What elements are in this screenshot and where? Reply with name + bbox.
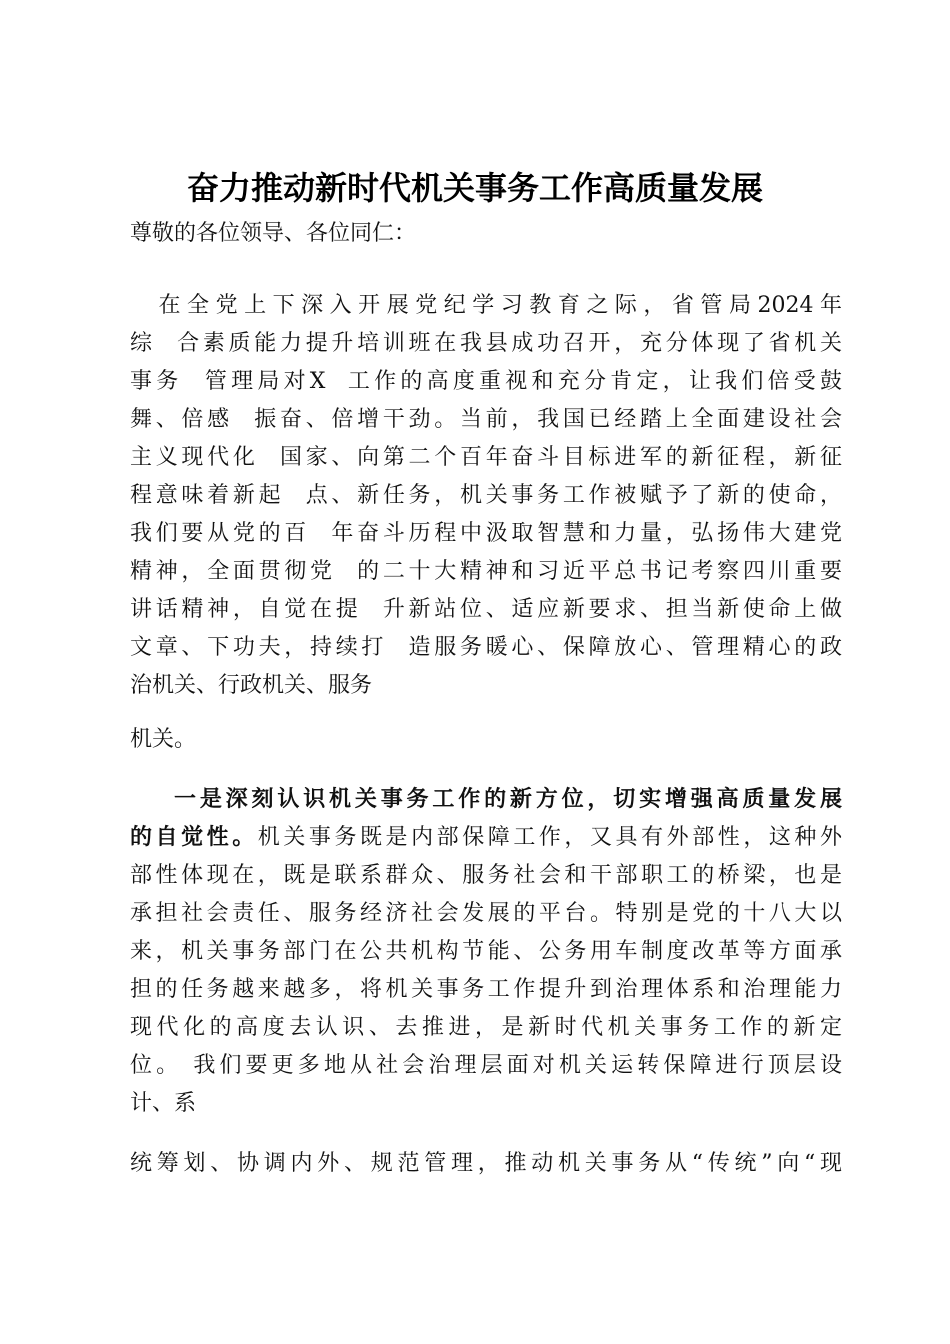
p1-line-1: 在全党上下深入开展党纪学习教育之际，省管局2024年 bbox=[130, 293, 842, 318]
p1-line-4: 舞、倍感 振奋、倍增干劲。当前，我国已经踏上全面建设社会 bbox=[130, 407, 842, 432]
p1-line-5: 主义现代化 国家、向第二个百年奋斗目标进军的新征程，新征 bbox=[130, 445, 842, 470]
p2-line-9: 计、系 bbox=[130, 1091, 197, 1116]
p1-line-7: 我们要从党的百 年奋斗历程中汲取智慧和力量，弘扬伟大建党 bbox=[130, 521, 842, 546]
p1-line-2: 综 合素质能力提升培训班在我县成功召开，充分体现了省机关 bbox=[130, 331, 842, 356]
p1-line-6: 程意味着新起 点、新任务，机关事务工作被赋予了新的使命， bbox=[130, 483, 842, 508]
p2-line-5: 来，机关事务部门在公共机构节能、公务用车制度改革等方面承 bbox=[130, 939, 842, 964]
p1-tail: 机关。 bbox=[130, 727, 197, 752]
p3-line-1: 统筹划、协调内外、规范管理，推动机关事务从“传统”向“现 bbox=[130, 1151, 842, 1176]
p2-heading-line-1: 一是深刻认识机关事务工作的新方位，切实增强高质量发展 bbox=[174, 787, 842, 812]
p2-line-3: 部性体现在，既是联系群众、服务社会和干部职工的桥梁，也是 bbox=[130, 863, 842, 888]
document-title: 奋力推动新时代机关事务工作高质量发展 bbox=[186, 169, 763, 207]
p2-line-2-rest: 机关事务既是内部保障工作，又具有外部性，这种外 bbox=[257, 825, 842, 850]
p2-line-6: 担的任务越来越多，将机关事务工作提升到治理体系和治理能力 bbox=[130, 977, 842, 1002]
p2-heading-end: 的自觉性。 bbox=[130, 825, 258, 850]
greeting: 尊敬的各位领导、各位同仁： bbox=[130, 221, 417, 246]
p2-line-4: 承担社会责任、服务经济社会发展的平台。特别是党的十八大以 bbox=[130, 901, 842, 926]
p1-line-3: 事务 管理局对X 工作的高度重视和充分肯定，让我们倍受鼓 bbox=[130, 369, 842, 394]
p2-line-7: 现代化的高度去认识、去推进，是新时代机关事务工作的新定 bbox=[130, 1015, 842, 1040]
p1-line-9: 讲话精神，自觉在提 升新站位、适应新要求、担当新使命上做 bbox=[130, 597, 842, 622]
p1-line-8: 精神，全面贯彻党 的二十大精神和习近平总书记考察四川重要 bbox=[130, 559, 842, 584]
p1-line-11: 治机关、行政机关、服务 bbox=[130, 673, 373, 698]
p2-line-8: 位。 我们要更多地从社会治理层面对机关运转保障进行顶层设 bbox=[130, 1053, 842, 1078]
p1-line-10: 文章、下功夫，持续打 造服务暖心、保障放心、管理精心的政 bbox=[130, 635, 842, 660]
p2-line-2 bbox=[130, 823, 842, 853]
